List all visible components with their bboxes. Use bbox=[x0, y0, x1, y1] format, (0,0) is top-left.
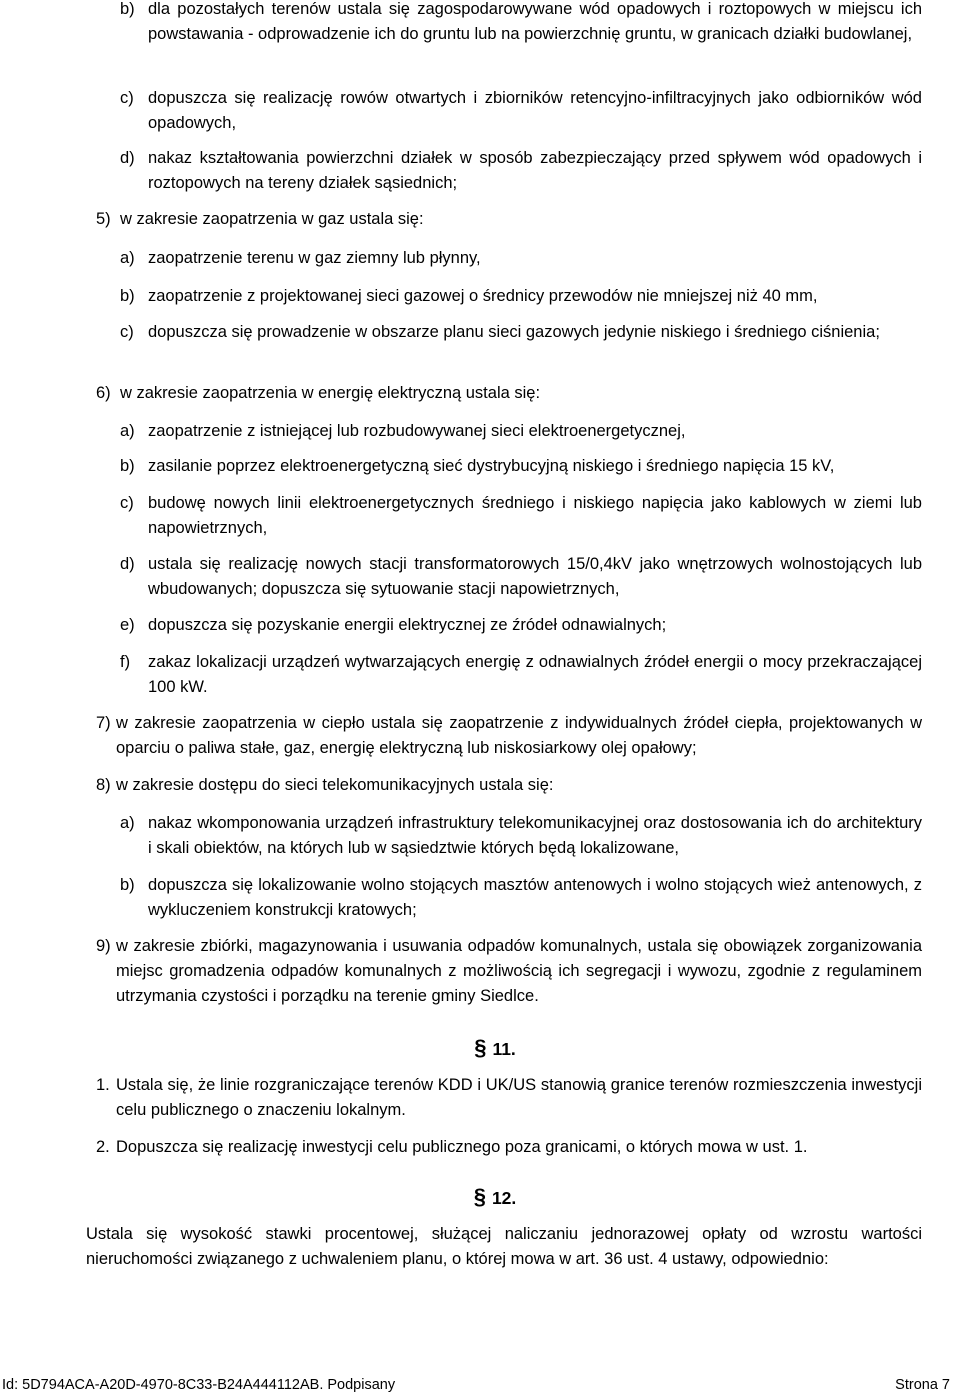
list-item-6e bbox=[120, 613, 922, 638]
list-label: 1. bbox=[96, 1076, 110, 1094]
list-item-7 bbox=[96, 711, 922, 761]
list-text: w zakresie dostępu do sieci telekomunikacyjnych ustala się: bbox=[116, 776, 554, 794]
list-item-6c bbox=[120, 491, 922, 541]
footer-document-id: Id: 5D794ACA-A20D-4970-8C33-B24A444112AB. Podpisany bbox=[2, 1377, 396, 1393]
list-text: Dopuszcza się realizację inwestycji celu publicznego poza granicami, o których mowa w ust. 1. bbox=[116, 1138, 808, 1156]
list-label: 7) bbox=[96, 714, 111, 732]
list-text: zasilanie poprzez elektroenergetyczną sieć dystrybucyjną niskiego i średniego napięcia 15 kV, bbox=[148, 457, 835, 475]
list-text: w zakresie zbiórki, magazynowania i usuwania odpadów komunalnych, ustala się obowiązek zorganizowania miejsc gromadzenia odpadów komunalnych z możliwością ich segregacji i wywozu, zgodnie z regulaminem utrzymania czystości i porządku na terenie gminy Siedlce. bbox=[116, 937, 922, 1005]
list-text: ustala się realizację nowych stacji transformatorowych 15/0,4kV jako wnętrzowych wolnostojących lub wbudowanych; dopuszcza się sytuowanie stacji napowietrznych, bbox=[148, 555, 922, 598]
list-label: c) bbox=[120, 323, 134, 341]
list-item-d-surface bbox=[120, 146, 922, 196]
list-item-9 bbox=[96, 934, 922, 1009]
list-text: zaopatrzenie terenu w gaz ziemny lub płynny, bbox=[148, 249, 481, 267]
list-label: e) bbox=[120, 616, 135, 634]
section-number: 11. bbox=[492, 1039, 516, 1059]
list-text: zaopatrzenie z projektowanej sieci gazowej o średnicy przewodów nie mniejszej niż 40 mm, bbox=[148, 287, 818, 305]
list-text: nakaz wkomponowania urządzeń infrastruktury telekomunikacyjnej oraz dostosowania ich do architektury i skali obiektów, na których lub w sąsiedztwie których będą lokalizowane, bbox=[148, 814, 922, 857]
list-label: d) bbox=[120, 555, 135, 573]
list-label: 6) bbox=[96, 384, 111, 402]
list-item-5c bbox=[120, 320, 922, 345]
list-label: a) bbox=[120, 422, 135, 440]
list-item-6f bbox=[120, 650, 922, 700]
list-label: b) bbox=[120, 876, 135, 894]
section-sign: § bbox=[473, 1184, 486, 1209]
list-label: a) bbox=[120, 814, 135, 832]
section-sign: § bbox=[474, 1035, 487, 1060]
list-text: w zakresie zaopatrzenia w gaz ustala się: bbox=[120, 210, 424, 228]
list-item-6 bbox=[96, 381, 922, 406]
list-label: c) bbox=[120, 89, 134, 107]
section-12-paragraph: Ustala się wysokość stawki procentowej, służącej naliczaniu jednorazowej opłaty od wzrostu wartości nieruchomości związanego z uchwaleniem planu, o której mowa w art. 36 ust. 4 ustawy, odpowiednio: bbox=[86, 1225, 922, 1268]
list-text: nakaz kształtowania powierzchni działek w sposób zabezpieczający przed spływem wód opadowych i roztopowych na tereny działek sąsiednich; bbox=[148, 149, 922, 192]
list-text: w zakresie zaopatrzenia w ciepło ustala się zaopatrzenie z indywidualnych źródeł ciepła, projektowanych w oparciu o paliwa stałe, gaz, energię elektryczną lub niskosiarkowy olej opałowy; bbox=[116, 714, 922, 757]
list-text: dopuszcza się pozyskanie energii elektrycznej ze źródeł odnawialnych; bbox=[148, 616, 667, 634]
list-label: c) bbox=[120, 494, 134, 512]
list-label: d) bbox=[120, 149, 135, 167]
list-label: 9) bbox=[96, 937, 111, 955]
section-number: 12. bbox=[491, 1188, 517, 1208]
list-text: dopuszcza się prowadzenie w obszarze planu sieci gazowych jedynie niskiego i średniego ciśnienia; bbox=[148, 323, 880, 341]
list-item-6d bbox=[120, 552, 922, 602]
list-item-8b bbox=[120, 873, 922, 923]
list-item-8a bbox=[120, 811, 922, 861]
list-item-c-ditches bbox=[120, 86, 922, 136]
list-item-5 bbox=[96, 207, 922, 232]
section-11-item-1 bbox=[96, 1073, 922, 1123]
list-label: 8) bbox=[96, 776, 111, 794]
list-text: budowę nowych linii elektroenergetycznych średniego i niskiego napięcia jako kablowych w ziemi lub napowietrznych, bbox=[148, 494, 922, 537]
list-item-5a bbox=[120, 246, 922, 271]
list-text: Ustala się, że linie rozgraniczające terenów KDD i UK/US stanowią granice terenów rozmieszczenia inwestycji celu publicznego o znaczeniu lokalnym. bbox=[116, 1076, 922, 1119]
list-text: w zakresie zaopatrzenia w energię elektryczną ustala się: bbox=[120, 384, 541, 402]
list-text: zakaz lokalizacji urządzeń wytwarzających energię z odnawialnych źródeł energii o mocy przekraczającej 100 kW. bbox=[148, 653, 922, 696]
list-item-b-runoff bbox=[120, 0, 922, 47]
list-label: 5) bbox=[96, 210, 111, 228]
list-label: b) bbox=[120, 287, 135, 305]
list-label: b) bbox=[120, 457, 135, 475]
list-label: f) bbox=[120, 653, 131, 671]
list-label: b) bbox=[120, 0, 135, 18]
list-label: 2. bbox=[96, 1138, 110, 1156]
list-label: a) bbox=[120, 249, 135, 267]
section-heading-11 bbox=[0, 1035, 960, 1061]
section-11-item-2 bbox=[96, 1135, 922, 1160]
list-item-8 bbox=[96, 773, 922, 798]
list-item-5b bbox=[120, 284, 922, 309]
section-heading-12 bbox=[0, 1184, 960, 1210]
list-text: dopuszcza się realizację rowów otwartych i zbiorników retencyjno-infiltracyjnych jako odbiorników wód opadowych, bbox=[148, 89, 922, 132]
list-item-6a bbox=[120, 419, 922, 444]
list-text: dla pozostałych terenów ustala się zagospodarowywane wód opadowych i roztopowych w miejscu ich powstawania - odprowadzenie ich do gruntu lub na powierzchnię gruntu, w granicach działki budowlanej, bbox=[148, 0, 922, 43]
list-text: zaopatrzenie z istniejącej lub rozbudowywanej sieci elektroenergetycznej, bbox=[148, 422, 686, 440]
list-text: dopuszcza się lokalizowanie wolno stojących masztów antenowych i wolno stojących wież antenowych, z wykluczeniem konstrukcji kratowych; bbox=[148, 876, 922, 919]
list-item-6b bbox=[120, 454, 922, 479]
footer-page-number: Strona 7 bbox=[895, 1377, 950, 1393]
